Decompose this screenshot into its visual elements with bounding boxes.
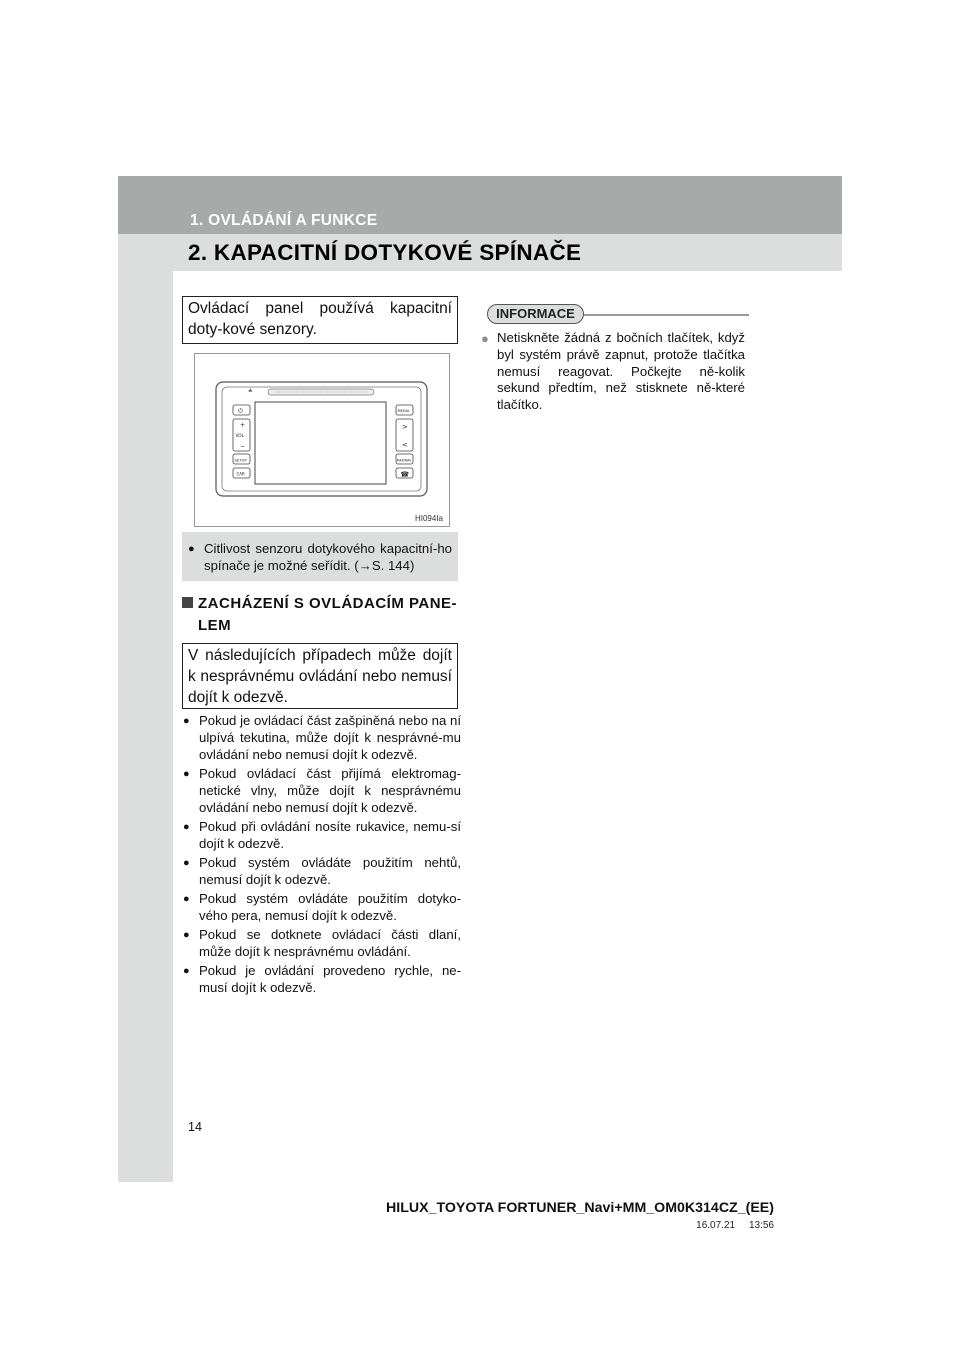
intro-text: Ovládací panel používá kapacitní doty-kové senzory. xyxy=(188,300,452,338)
list-item-text: Pokud systém ovládáte použitím dotyko-vého pera, nemusí dojít k odezvě. xyxy=(199,891,461,923)
list-item xyxy=(183,855,461,889)
list-item-text: Pokud při ovládání nosíte rukavice, nemu-sí dojít k odezvě. xyxy=(199,819,461,851)
car-label: CAR xyxy=(236,471,245,477)
bullet-icon: ● xyxy=(183,965,190,977)
square-bullet-icon xyxy=(182,597,193,608)
head-unit-illustration xyxy=(195,354,449,526)
list-item xyxy=(183,713,461,763)
intro-box xyxy=(182,296,458,344)
setup-label: SETUP xyxy=(234,457,247,463)
eject-icon: ≜ xyxy=(248,389,253,395)
list-item xyxy=(183,766,461,816)
list-item-text: Pokud se dotknete ovládací části dlaní, může dojít k nesprávnému ovládání. xyxy=(199,927,461,959)
page-title: 2. KAPACITNÍ DOTYKOVÉ SPÍNAČE xyxy=(188,240,582,265)
section-label: 1. OVLÁDÁNÍ A FUNKCE xyxy=(190,212,378,229)
bullet-icon: ● xyxy=(183,768,190,780)
vol-minus-label: − xyxy=(240,443,246,450)
conditions-box xyxy=(182,643,458,709)
bullet-icon: ● xyxy=(183,929,190,941)
prev-icon: < xyxy=(402,441,408,449)
info-divider xyxy=(584,314,749,316)
vol-plus-label: + xyxy=(240,422,246,429)
info-item xyxy=(481,330,745,414)
vol-label: VOL xyxy=(235,433,244,438)
list-item xyxy=(183,963,461,997)
media-label: MEDIA xyxy=(397,409,410,413)
bullet-icon: ● xyxy=(183,821,190,833)
bullet-icon: ● xyxy=(183,715,190,727)
next-icon: > xyxy=(402,423,408,431)
figure-code: HI094Ia xyxy=(414,514,443,523)
info-label: INFORMACE xyxy=(487,304,584,324)
document-id: HILUX_TOYOTA FORTUNER_Navi+MM_OM0K314CZ_(EE) xyxy=(386,1200,774,1216)
bullet-icon: ● xyxy=(188,543,195,555)
list-item xyxy=(183,891,461,925)
power-icon: ⏻ xyxy=(238,407,243,415)
note-text: Citlivost senzoru dotykového kapacitní-ho spínače je možné seřídit. (→S. 144) xyxy=(204,541,452,573)
bullet-icon: ● xyxy=(183,893,190,905)
list-item xyxy=(183,819,461,853)
info-bullet-icon: ● xyxy=(481,331,489,346)
list-item-text: Pokud je ovládání provedeno rychle, ne-musí dojít k odezvě. xyxy=(199,963,461,995)
bullet-icon: ● xyxy=(183,857,190,869)
map-nav-label: MAP/NAV xyxy=(396,458,412,463)
note-box xyxy=(182,532,458,581)
subheading xyxy=(182,593,460,637)
control-panel-figure xyxy=(194,353,450,527)
phone-icon: ☎ xyxy=(400,470,410,479)
page-number: 14 xyxy=(188,1120,202,1134)
list-item-text: Pokud systém ovládáte použitím nehtů, nemusí dojít k odezvě. xyxy=(199,855,461,887)
conditions-text: V následujících případech může dojít k nesprávnému ovládání nebo nemusí dojít k odezvě. xyxy=(188,647,452,706)
list-item xyxy=(183,927,461,961)
subheading-text: ZACHÁZENÍ S OVLÁDACÍM PANE-LEM xyxy=(198,595,458,634)
list-item-text: Pokud ovládací část přijímá elektromag-netické vlny, může dojít k nesprávnému ovládání nebo nemusí dojít k odezvě. xyxy=(199,766,461,815)
document-timestamp: 16.07.21 13:56 xyxy=(696,1220,774,1231)
list-item-text: Pokud je ovládací část zašpiněná nebo na ní ulpívá tekutina, může dojít k nesprávné-mu ovládání nebo nemusí dojít k odezvě. xyxy=(199,713,461,762)
info-text: Netiskněte žádná z bočních tlačítek, když byl systém právě zapnut, protože tlačítka nemusí reagovat. Počkejte ně-kolik sekund předtím, než stisknete ně-které tlačítko. xyxy=(497,330,745,413)
